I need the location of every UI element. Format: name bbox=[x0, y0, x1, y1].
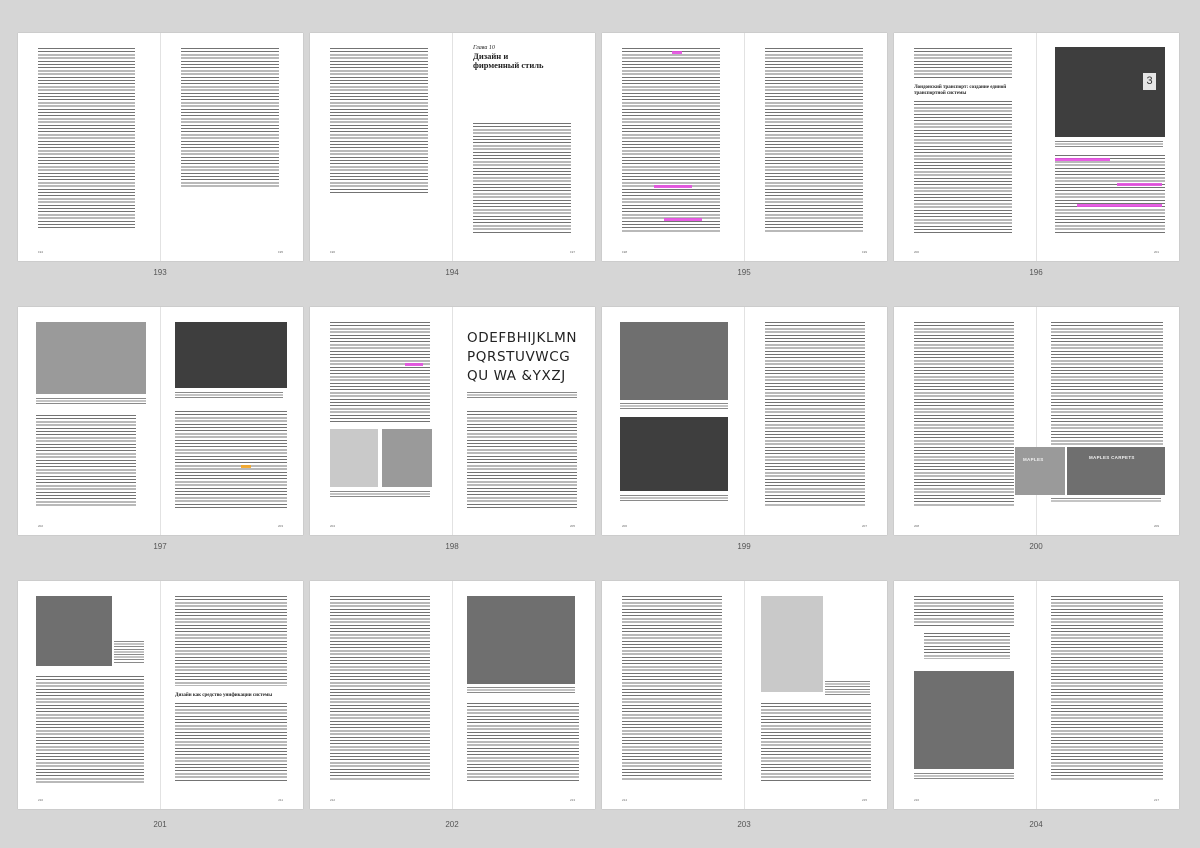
photo-caption bbox=[330, 491, 430, 497]
spread-11 bbox=[602, 581, 887, 809]
photo-tram-interior bbox=[620, 417, 728, 491]
page-right bbox=[1023, 307, 1179, 535]
station-number-sign: 3 bbox=[1143, 73, 1156, 90]
text-block bbox=[765, 322, 865, 507]
spread-label: 203 bbox=[737, 820, 751, 829]
page-number: 210 bbox=[38, 798, 44, 802]
spread-label: 204 bbox=[1029, 820, 1043, 829]
text-block bbox=[181, 48, 279, 188]
section-heading: Дизайн как средство унификации системы bbox=[175, 693, 273, 698]
text-block bbox=[914, 596, 1014, 626]
page-number: 215 bbox=[861, 798, 867, 802]
text-block bbox=[765, 48, 863, 233]
photo-ticket-hall bbox=[620, 322, 728, 400]
spread-label: 194 bbox=[445, 268, 459, 277]
text-block bbox=[761, 703, 871, 783]
text-block bbox=[175, 411, 287, 509]
page-right bbox=[1036, 581, 1179, 809]
photo-bus-interior bbox=[914, 671, 1014, 769]
photo-escalator-tunnel bbox=[175, 322, 287, 388]
page-left bbox=[310, 581, 452, 809]
page-number: 198 bbox=[622, 250, 628, 254]
text-block bbox=[622, 48, 720, 233]
page-number: 206 bbox=[622, 524, 628, 528]
text-block bbox=[467, 703, 579, 783]
page-number: 199 bbox=[861, 250, 867, 254]
spread-9 bbox=[18, 581, 303, 809]
page-left bbox=[310, 33, 452, 261]
highlight bbox=[1117, 183, 1162, 186]
page-number: 217 bbox=[1153, 798, 1159, 802]
page-left bbox=[894, 307, 1036, 535]
photo-roundel bbox=[330, 429, 378, 487]
highlight bbox=[654, 185, 692, 188]
text-block bbox=[330, 596, 430, 781]
spread-label: 201 bbox=[153, 820, 167, 829]
section-heading: Лондонский транспорт: создание единой транспортной системы bbox=[914, 85, 1007, 96]
text-block bbox=[330, 48, 428, 193]
page-number: 212 bbox=[330, 798, 336, 802]
photo-caption bbox=[914, 773, 1014, 781]
page-left bbox=[310, 307, 452, 535]
spread-label: 195 bbox=[737, 268, 751, 277]
highlight bbox=[672, 51, 682, 54]
text-block bbox=[36, 415, 136, 507]
page-number: 202 bbox=[38, 524, 44, 528]
page-number: 216 bbox=[914, 798, 920, 802]
page-left bbox=[18, 581, 160, 809]
spread-7 bbox=[602, 307, 887, 535]
page-left bbox=[894, 581, 1036, 809]
alphabet-line-2: PQRSTUVWCG bbox=[467, 349, 571, 365]
text-block bbox=[914, 322, 1014, 507]
page-number: 214 bbox=[622, 798, 628, 802]
spread-8 bbox=[894, 307, 1179, 535]
page-number: 204 bbox=[330, 524, 336, 528]
page-right bbox=[452, 581, 595, 809]
text-block bbox=[38, 48, 135, 228]
photo-bus-maples bbox=[1015, 447, 1065, 495]
spread-6 bbox=[310, 307, 595, 535]
text-block bbox=[467, 411, 577, 509]
spread-label: 196 bbox=[1029, 268, 1043, 277]
page-right bbox=[452, 33, 595, 261]
bus-advert-sign: MAPLES bbox=[1023, 457, 1044, 462]
spread-label: 200 bbox=[1029, 542, 1043, 551]
page-number: 209 bbox=[1153, 524, 1159, 528]
spread-2 bbox=[310, 33, 595, 261]
page-left bbox=[18, 307, 160, 535]
text-block bbox=[924, 633, 1010, 659]
spread-4 bbox=[894, 33, 1179, 261]
text-block bbox=[175, 596, 287, 686]
text-block bbox=[330, 322, 430, 422]
page-number: 201 bbox=[1153, 250, 1159, 254]
page-number: 194 bbox=[38, 250, 44, 254]
text-block bbox=[36, 676, 144, 784]
spread-label: 193 bbox=[153, 268, 167, 277]
spread-label: 198 bbox=[445, 542, 459, 551]
alphabet-caption bbox=[467, 392, 577, 400]
page-number: 208 bbox=[914, 524, 920, 528]
photo-caption bbox=[620, 495, 728, 501]
spread-12 bbox=[894, 581, 1179, 809]
alphabet-line-1: ODEFBHIJKLMN bbox=[467, 330, 578, 346]
photo-station-entrance bbox=[382, 429, 432, 487]
text-block bbox=[1055, 155, 1165, 235]
page-left bbox=[602, 581, 744, 809]
chapter-title: Дизайн и фирменный стиль bbox=[473, 51, 544, 70]
page-left bbox=[602, 33, 744, 261]
photo-station-platform bbox=[1055, 47, 1165, 137]
spread-label: 199 bbox=[737, 542, 751, 551]
page-number: 195 bbox=[277, 250, 283, 254]
highlight bbox=[1055, 158, 1110, 161]
page-right bbox=[160, 33, 303, 261]
chapter-number: Глава 10 bbox=[473, 45, 495, 51]
photo-caption bbox=[620, 403, 728, 409]
spread-3 bbox=[602, 33, 887, 261]
photo-caption bbox=[1055, 141, 1163, 147]
spread-5 bbox=[18, 307, 303, 535]
text-block bbox=[1051, 596, 1163, 781]
page-left bbox=[602, 307, 744, 535]
page-number: 200 bbox=[914, 250, 920, 254]
text-block bbox=[622, 596, 722, 781]
page-left bbox=[894, 33, 1036, 261]
page-number: 211 bbox=[278, 798, 283, 802]
page-right bbox=[160, 307, 303, 535]
page-number: 205 bbox=[569, 524, 575, 528]
page-right bbox=[744, 307, 887, 535]
spread-10 bbox=[310, 581, 595, 809]
photo-ticket-machines bbox=[761, 596, 823, 692]
page-number: 196 bbox=[330, 250, 336, 254]
page-right bbox=[160, 581, 303, 809]
spread-1 bbox=[18, 33, 303, 261]
page-left bbox=[18, 33, 160, 261]
photo-caption bbox=[36, 398, 146, 406]
highlight bbox=[664, 218, 702, 221]
photo-double-decker-bus bbox=[1067, 447, 1165, 495]
photo-caption bbox=[114, 641, 144, 663]
text-block bbox=[175, 703, 287, 783]
photo-caption bbox=[1051, 498, 1161, 503]
page-number: 213 bbox=[569, 798, 575, 802]
spread-label: 197 bbox=[153, 542, 167, 551]
photo-caption bbox=[825, 681, 870, 695]
page-number: 203 bbox=[277, 524, 283, 528]
page-right bbox=[744, 33, 887, 261]
text-block bbox=[914, 101, 1012, 233]
highlight bbox=[241, 465, 251, 468]
text-block bbox=[914, 48, 1012, 78]
johnston-alphabet bbox=[467, 329, 577, 386]
page-number: 197 bbox=[569, 250, 575, 254]
text-block bbox=[1051, 322, 1163, 447]
highlight bbox=[1077, 204, 1162, 207]
photo-caption bbox=[175, 392, 283, 400]
photo-tram bbox=[36, 596, 112, 666]
page-number: 207 bbox=[861, 524, 867, 528]
text-block bbox=[473, 123, 571, 233]
chapter-heading bbox=[473, 45, 553, 70]
page-right bbox=[1036, 33, 1179, 261]
photo-bus-conductor bbox=[467, 596, 575, 684]
bus-advert-sign: MAPLES CARPETS bbox=[1089, 455, 1135, 460]
highlight bbox=[405, 363, 423, 366]
photo-caption bbox=[467, 687, 575, 695]
page-right bbox=[744, 581, 887, 809]
alphabet-line-3: QU WA &YXZJ bbox=[467, 368, 566, 384]
page-right bbox=[452, 307, 595, 535]
photo-station-hall bbox=[36, 322, 146, 394]
spread-label: 202 bbox=[445, 820, 459, 829]
